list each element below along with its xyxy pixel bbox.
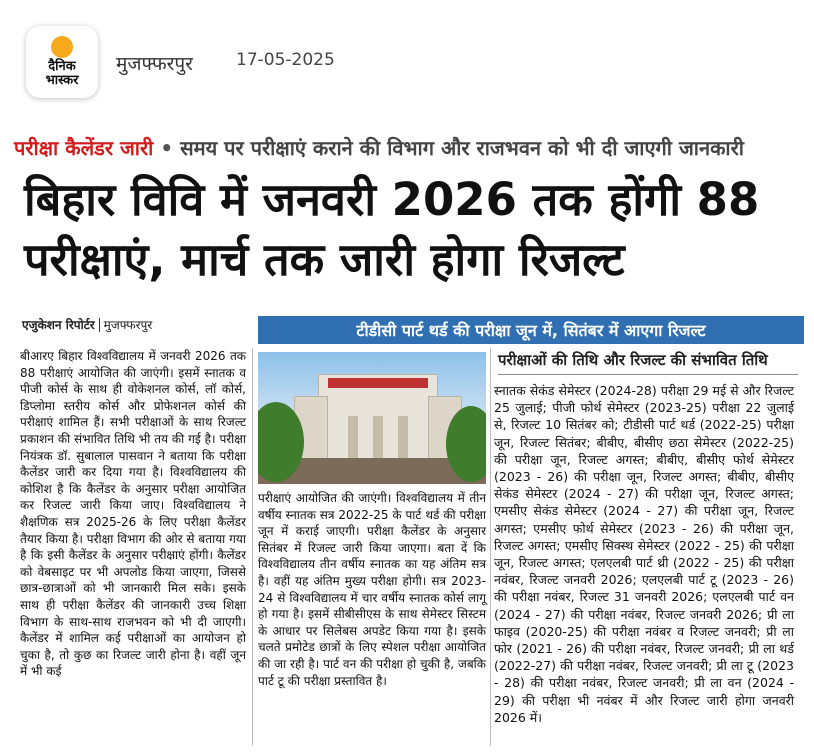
byline [22,316,152,333]
sidebar-rule [498,374,798,375]
dainik-bhaskar-logo[interactable] [26,26,98,98]
logo-text-line1: दैनिक [48,59,76,74]
article-column-2: परीक्षाएं आयोजित की जाएंगी। विश्वविद्यालय में तीन वर्षीय स्नातक सत्र 2022-25 के पार्ट थर्ड की परीक्षा जून में कराई जाएगी। परीक्षा कैलेंडर के अनुसार सितंबर में रिजल्ट जारी किया जाएगा। बता दें कि विश्वविद्यालय तीन वर्षीय स्नातक का यह अंतिम सत्र है। वहीं यह अंतिम मुख्य परीक्षा होगी। सत्र 2023-24 से विश्वविद्यालय में चार वर्षीय स्नातक कोर्स लागू हो गया है। इसमें सीबीसीएस के साथ सेमेस्टर सिस्टम के आधार पर सिलेबस अपडेट किया गया है। इसके चलते प्रमोटेड छात्रों के लिए स्पेशल परीक्षा आयोजित की जा रही है। पार्ट वन की परीक्षा हो चुकी है, जबकि पार्ट टू की परीक्षा प्रस्तावित है। [258,491,486,688]
university-building-photo [258,352,486,484]
edition-city: मुजफ्फरपुर [116,53,193,75]
byline-place: मुजफ्फरपुर [99,318,153,332]
subheading-bar: टीडीसी पार्ट थर्ड की परीक्षा जून में, सितंबर में आएगा रिजल्ट [258,316,804,344]
logo-text-line2: भास्कर [45,73,79,88]
sun-icon [51,36,73,58]
byline-reporter: एजुकेशन रिपोर्टर [22,318,95,332]
column-divider [490,348,491,746]
kicker-bullet: • [160,136,174,160]
exam-schedule-column: स्नातक सेकंड सेमेस्टर (2024-28) परीक्षा 29 मई से और रिजल्ट 25 जुलाई; पीजी फोर्थ सेमेस्टर (2023-25) परीक्षा 22 जुलाई से, रिजल्ट 10 सितंबर को; टीडीसी पार्ट थर्ड (2022-25) परीक्षा जून, रिजल्ट सितंबर; बीबीए, बीसीए छठा सेमेस्टर (2022-25) की परीक्षा जून, रिजल्ट अगस्त; बीबीए, बीसीए फोर्थ सेमेस्टर (2023 - 26) की परीक्षा जून, रिजल्ट अगस्त; बीबीए, बीसीए सेकंड सेमेस्टर (2024 - 27) की परीक्षा जून, रिजल्ट अगस्त; एमसीए सेकंड सेमेस्टर (2024 - 27) की परीक्षा जून, रिजल्ट अगस्त; एमसीए फोर्थ सेमेस्टर (2023 - 26) की परीक्षा जून, रिजल्ट अगस्त; एमसीए सिक्स्थ सेमेस्टर (2022 - 25) की परीक्षा जून, रिजल्ट अगस्त; एलएलबी पार्ट थ्री (2022 - 25) की परीक्षा नवंबर, रिजल्ट जनवरी 2026; एलएलबी पार्ट टू (2023 - 26) की परीक्षा नवंबर, रिजल्ट 31 जनवरी 2026; एलएलबी पार्ट वन (2024 - 27) की परीक्षा नवंबर, रिजल्ट जनवरी 2026; प्री ला फाइव (2020-25) की परीक्षा नवंबर व रिजल्ट जनवरी; प्री ला फोर (2021 - 26) की परीक्षा नवंबर, रिजल्ट जनवरी; प्री ला थर्ड (2022-27) की परीक्षा नवंबर, रिजल्ट जनवरी; प्री ला टू (2023 - 28) की परीक्षा नवंबर, रिजल्ट जनवरी; प्री ला वन (2024 - 29) की परीक्षा भी नवंबर में और रिजल्ट जारी होगा जनवरी 2026 में। [494,383,794,725]
header-bar [0,0,814,108]
article-column-1: बीआरए बिहार विश्वविद्यालय में जनवरी 2026 तक 88 परीक्षाएं आयोजित की जाएंगी। इसमें स्नातक व पीजी कोर्स के साथ ही वोकेशनल कोर्स, लॉ कोर्स, डिप्लोमा स्तरीय कोर्स और प्रोफेशनल कोर्स की परीक्षाएं शामिल हैं। सभी परीक्षाओं के साथ रिजल्ट प्रकाशन की संभावित तिथि भी तय की गई है। परीक्षा नियंत्रक डॉ. सुबालाल पासवान ने बताया कि परीक्षा कैलेंडर जारी कर दिया गया है। विश्वविद्यालय की कोशिश है कि कैलेंडर के अनुसार परीक्षा आयोजित कर रिजल्ट जारी किया जाए। विश्वविद्यालय ने शैक्षणिक सत्र 2025-26 के लिए परीक्षा कैलेंडर तैयार किया है। परीक्षा विभाग की ओर से बताया गया है कि इसी कैलेंडर के अनुसार परीक्षाएं होंगी। कैलेंडर को वेबसाइट पर भी अपलोड किया जाएगा, जिससे छात्र-छात्राओं को भी जानकारी मिल सके। इसके साथ ही परीक्षा कैलेंडर की जानकारी उच्च शिक्षा विभाग के साथ-साथ राजभवन को भी दी जाएगी। कैलेंडर में शामिल कई परीक्षाओं का आयोजन हो चुका है, तो कुछ का रिजल्ट जारी होना है। वहीं जून में भी कई [20,349,246,679]
kicker-subtitle: समय पर परीक्षाएं कराने की विभाग और राजभवन को भी दी जाएगी जानकारी [180,136,744,160]
headline: बिहार विवि में जनवरी 2026 तक होंगी 88 परीक्षाएं, मार्च तक जारी होगा रिजल्ट [24,173,760,286]
sidebar-title: परीक्षाओं की तिथि और रिजल्ट की संभावित तिथि [498,351,768,369]
column-divider [252,348,253,746]
newspaper-clipping [14,120,804,752]
kicker-row [14,134,804,164]
edition-date: 17-05-2025 [236,50,335,70]
kicker: परीक्षा कैलेंडर जारी [14,136,154,160]
